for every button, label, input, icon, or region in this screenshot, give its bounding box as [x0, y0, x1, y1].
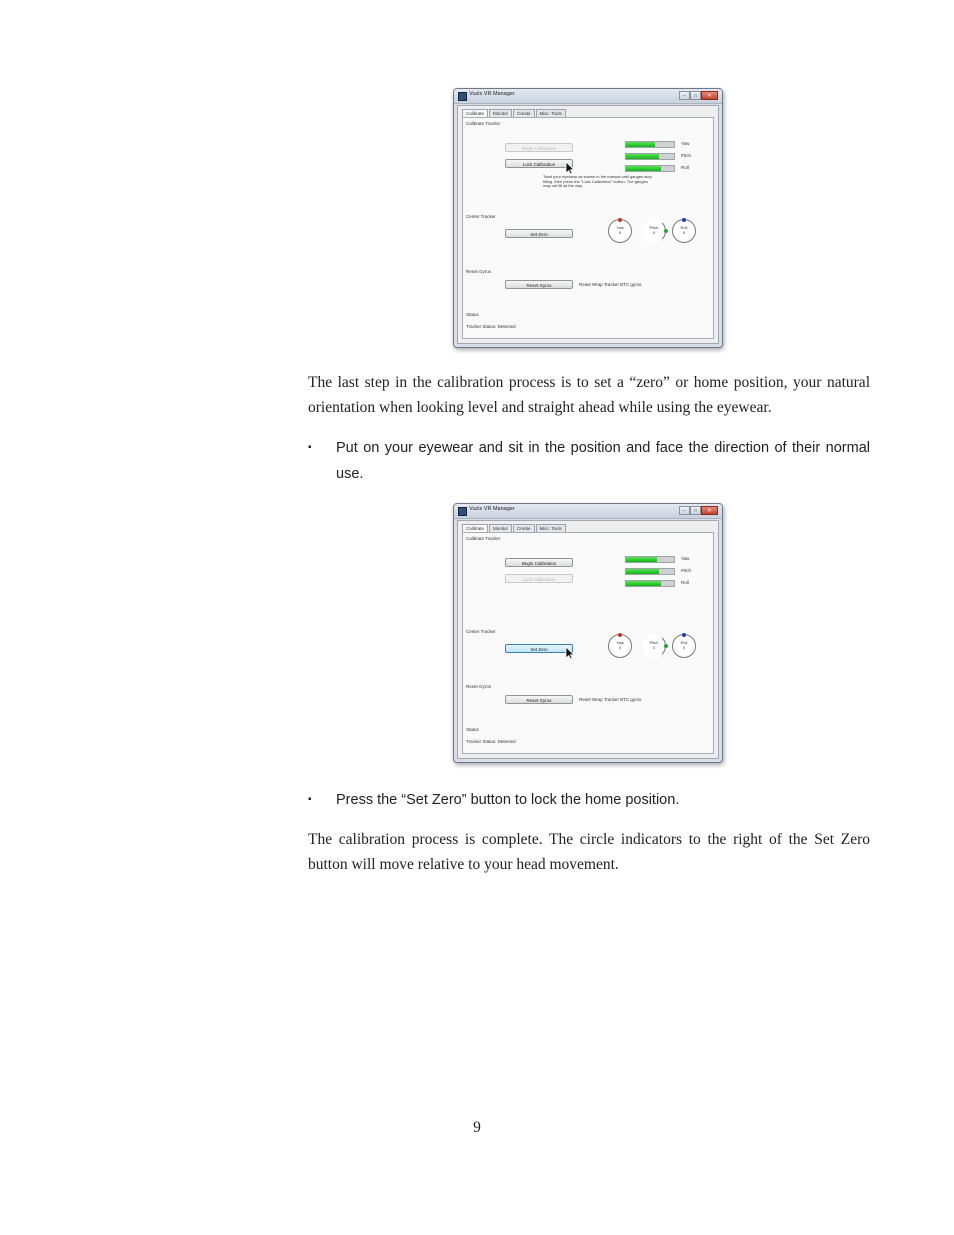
yaw-dial-name: Yaw	[616, 640, 624, 645]
yaw-dial-value: 0	[618, 645, 622, 650]
tab-monitor[interactable]: Monitor	[489, 524, 512, 532]
pitch-gauge	[625, 568, 675, 575]
yaw-gauge-label: Yaw	[681, 556, 690, 561]
yaw-dial-marker	[618, 633, 622, 637]
maximize-button[interactable]: □	[690, 91, 701, 100]
minimize-button[interactable]: –	[679, 91, 690, 100]
begin-calibration-button[interactable]: Begin Calibration	[505, 143, 573, 152]
center-tracker-label: Center Tracker	[466, 214, 496, 219]
pitch-dial-value: 0	[652, 645, 656, 650]
status-value: Tracker Status: Detected	[466, 739, 516, 744]
tab-calibrate[interactable]: Calibrate	[462, 109, 488, 117]
window-title: Vuzix VR Manager	[469, 506, 515, 512]
app-icon	[458, 92, 467, 101]
lock-calibration-button[interactable]: Lock Calibration	[505, 159, 573, 168]
roll-dial-marker	[682, 218, 686, 222]
yaw-dial-marker	[618, 218, 622, 222]
minimize-button[interactable]: –	[679, 506, 690, 515]
reset-gyros-note: Reset Wrap Tracker BTC gyros	[579, 697, 642, 702]
roll-dial-name: Roll	[680, 640, 688, 645]
yaw-gauge-fill	[626, 557, 657, 562]
paragraph-zero-intro: The last step in the calibration process is to set a “zero” or home position, your natural orientation when looking level and straight ahead while using the eyewear.	[308, 374, 870, 416]
status-label: Status	[466, 312, 479, 317]
paragraph-complete: The calibration process is complete. The circle indicators to the right of the Set Zero button will move relative to your head movement.	[308, 831, 870, 873]
yaw-dial-name: Yaw	[616, 225, 624, 230]
pitch-dial	[642, 634, 666, 658]
calibration-instruction: Twist your eyewear as shown in the manual until gauges stop filling, then press the "Lock Calibration" button. The gauges may not fill all the way.	[543, 174, 652, 189]
pitch-gauge-label: Pitch	[681, 568, 692, 573]
bullet-marker: ▪	[308, 442, 312, 453]
yaw-gauge	[625, 141, 675, 148]
pitch-gauge-label: Pitch	[681, 153, 692, 158]
maximize-button[interactable]: □	[690, 506, 701, 515]
yaw-gauge-label: Yaw	[681, 141, 690, 146]
yaw-dial-value: 0	[618, 230, 622, 235]
screenshot-calibration-lock	[453, 88, 723, 348]
close-button[interactable]: ✕	[701, 91, 718, 100]
calibrate-tracker-label: Calibrate Tracker	[466, 121, 501, 126]
pitch-gauge-fill	[626, 569, 659, 574]
bullet-put-on-eyewear	[308, 435, 870, 487]
page-number: 9	[473, 1119, 481, 1136]
roll-dial	[672, 219, 696, 243]
roll-dial-marker	[682, 633, 686, 637]
tab-calibrate[interactable]: Calibrate	[462, 524, 488, 532]
calibrate-tracker-label: Calibrate Tracker	[466, 536, 501, 541]
roll-gauge	[625, 580, 675, 587]
pitch-gauge-fill	[626, 154, 659, 159]
yaw-gauge	[625, 556, 675, 563]
tab-misc-tools[interactable]: Misc. Tools	[536, 524, 566, 532]
pitch-dial	[642, 219, 666, 243]
roll-gauge-fill	[626, 581, 661, 586]
set-zero-button[interactable]: Set Zero	[505, 229, 573, 238]
roll-dial-name: Roll	[680, 225, 688, 230]
begin-calibration-button[interactable]: Begin Calibration	[505, 558, 573, 567]
reset-gyros-label: Reset Gyros	[466, 684, 492, 689]
roll-gauge-label: Roll	[681, 165, 689, 170]
pitch-gauge	[625, 153, 675, 160]
status-value: Tracker Status: Detected	[466, 324, 516, 329]
bullet-press-set-zero	[308, 787, 870, 813]
screenshot-set-zero	[453, 503, 723, 763]
tab-create[interactable]: Create	[513, 524, 535, 532]
status-label: Status	[466, 727, 479, 732]
tab-monitor[interactable]: Monitor	[489, 109, 512, 117]
yaw-gauge-fill	[626, 142, 655, 147]
tab-bar	[462, 524, 567, 532]
set-zero-button[interactable]: Set Zero	[505, 644, 573, 653]
reset-gyros-note: Reset Wrap Tracker BTC gyros	[579, 282, 642, 287]
yaw-dial	[608, 219, 632, 243]
roll-dial-value: 0	[682, 645, 686, 650]
roll-gauge	[625, 165, 675, 172]
reset-gyros-button[interactable]: Reset Gyros	[505, 695, 573, 704]
window-titlebar	[454, 504, 722, 519]
window-titlebar	[454, 89, 722, 104]
bullet-marker: ▪	[308, 794, 312, 805]
roll-dial	[672, 634, 696, 658]
pitch-dial-name: Pitch	[649, 640, 659, 645]
roll-gauge-fill	[626, 166, 661, 171]
roll-dial-value: 0	[682, 230, 686, 235]
tab-create[interactable]: Create	[513, 109, 535, 117]
pitch-dial-name: Pitch	[649, 225, 659, 230]
mouse-pointer-icon	[565, 161, 575, 175]
calibrate-panel	[462, 117, 714, 339]
calibrate-panel	[462, 532, 714, 754]
window-client	[457, 105, 719, 344]
bullet-text: Press the “Set Zero” button to lock the home position.	[336, 792, 680, 808]
reset-gyros-button[interactable]: Reset Gyros	[505, 280, 573, 289]
roll-gauge-label: Roll	[681, 580, 689, 585]
window-title: Vuzix VR Manager	[469, 91, 515, 97]
bullet-text: Put on your eyewear and sit in the position and face the direction of their normal use.	[336, 440, 870, 482]
lock-calibration-button[interactable]: Lock Calibration	[505, 574, 573, 583]
center-tracker-label: Center Tracker	[466, 629, 496, 634]
reset-gyros-label: Reset Gyros	[466, 269, 492, 274]
tab-misc-tools[interactable]: Misc. Tools	[536, 109, 566, 117]
tab-bar	[462, 109, 567, 117]
app-icon	[458, 507, 467, 516]
window-client	[457, 520, 719, 759]
close-button[interactable]: ✕	[701, 506, 718, 515]
yaw-dial	[608, 634, 632, 658]
pitch-dial-value: 0	[652, 230, 656, 235]
mouse-pointer-icon	[565, 646, 575, 660]
